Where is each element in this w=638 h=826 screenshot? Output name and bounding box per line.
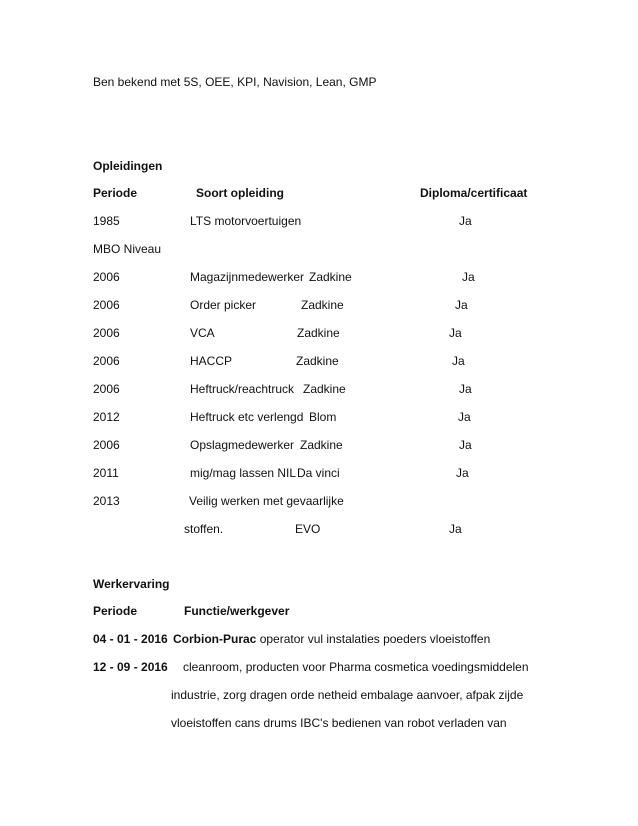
education-row-period: 2006	[93, 326, 120, 340]
education-row-diploma: Ja	[456, 466, 469, 480]
education-row-period: 2006	[93, 382, 120, 396]
education-row-diploma: Ja	[455, 298, 468, 312]
education-diploma-header: Diploma/certificaat	[420, 186, 528, 200]
education-row-institute: Zadkine	[297, 326, 340, 340]
education-row-diploma: Ja	[458, 410, 471, 424]
education-row-course: VCA	[190, 326, 215, 340]
education-row-institute: Da vinci	[297, 466, 340, 480]
education-row-institute: EVO	[295, 522, 321, 536]
education-row-period: 1985	[93, 214, 120, 228]
education-row-period: 2006	[93, 298, 120, 312]
education-row-institute: Zadkine	[301, 298, 344, 312]
education-row-institute: Zadkine	[309, 270, 352, 284]
education-row-period: MBO Niveau	[93, 242, 162, 256]
education-row-diploma: Ja	[459, 382, 472, 396]
work-entry-text	[173, 632, 490, 646]
work-function-header: Functie/werkgever	[184, 604, 290, 618]
education-type-header: Soort opleiding	[196, 186, 284, 200]
work-heading: Werkervaring	[93, 577, 170, 591]
education-row-institute: Zadkine	[296, 354, 339, 368]
education-row-institute: Zadkine	[303, 382, 346, 396]
work-entry-period: 12 - 09 - 2016	[93, 660, 168, 674]
education-row-institute: Zadkine	[300, 438, 343, 452]
education-heading: Opleidingen	[93, 159, 163, 173]
education-row-diploma: Ja	[462, 270, 475, 284]
work-entry-description: operator vul instalaties poeders vloeistoffen	[259, 632, 491, 646]
education-row-course: Veilig werken met gevaarlijke	[189, 494, 344, 508]
work-entry-description-line: industrie, zorg dragen orde netheid embalage aanvoer, afpak zijde	[171, 688, 524, 702]
education-row-course: Heftruck/reachtruck	[190, 382, 295, 396]
education-row-diploma: Ja	[452, 354, 465, 368]
education-row-period: 2006	[93, 354, 120, 368]
education-row-institute: Blom	[309, 410, 337, 424]
education-row-course: LTS motorvoertuigen	[190, 214, 302, 228]
education-row-course: Magazijnmedewerker	[190, 270, 305, 284]
education-row-course: stoffen.	[184, 522, 224, 536]
work-entry-period: 04 - 01 - 2016	[93, 632, 168, 646]
education-row-diploma: Ja	[449, 326, 462, 340]
education-row-diploma: Ja	[459, 214, 472, 228]
work-entry-description-line: vloeistoffen cans drums IBC's bedienen van robot verladen van	[171, 716, 507, 730]
education-row-course: Heftruck etc verlengd	[190, 410, 304, 424]
education-row-diploma: Ja	[449, 522, 462, 536]
education-row-period: 2012	[93, 410, 120, 424]
education-row-period: 2013	[93, 494, 120, 508]
education-period-header: Periode	[93, 186, 138, 200]
education-row-course: Order picker	[190, 298, 257, 312]
education-row-period: 2006	[93, 270, 120, 284]
education-row-period: 2011	[93, 466, 119, 480]
education-row-period: 2006	[93, 438, 120, 452]
education-row-course: Opslagmedewerker	[190, 438, 295, 452]
education-row-diploma: Ja	[459, 438, 472, 452]
education-row-course: mig/mag lassen NIL	[190, 466, 297, 480]
work-entry-description-line: cleanroom, producten voor Pharma cosmetica voedingsmiddelen	[183, 660, 529, 674]
education-row-course: HACCP	[190, 354, 233, 368]
work-entry-employer: Corbion-Purac	[173, 632, 257, 646]
skills-line: Ben bekend met 5S, OEE, KPI, Navision, Lean, GMP	[93, 75, 377, 89]
work-period-header: Periode	[93, 604, 138, 618]
